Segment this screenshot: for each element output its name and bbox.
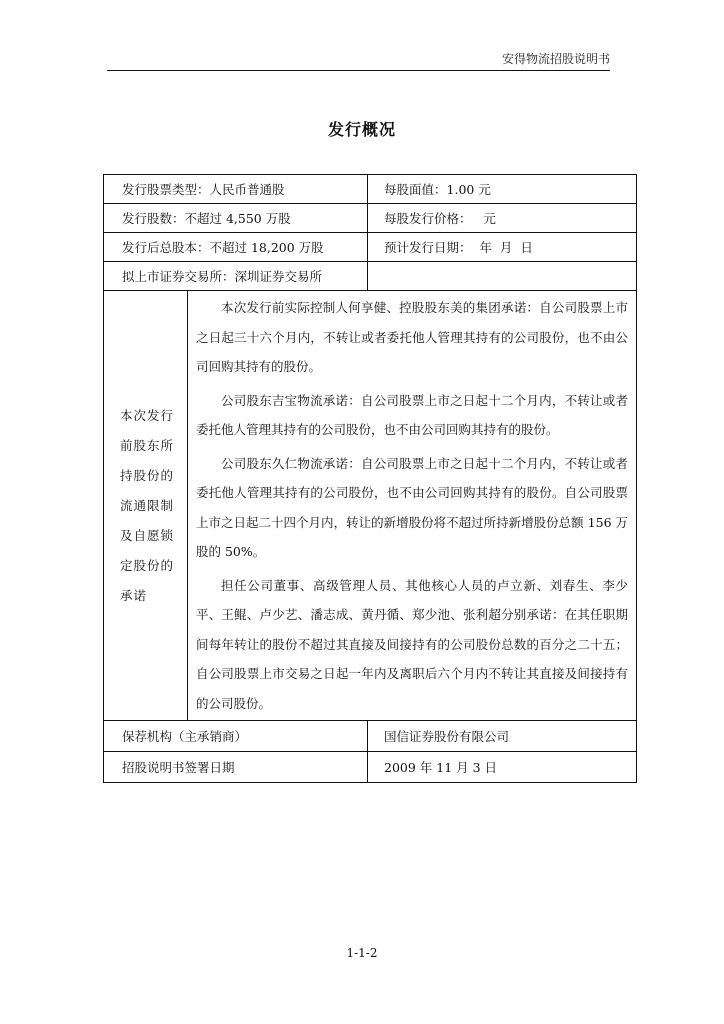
signing-date-value-cell: 2009 年 11 月 3 日 <box>368 752 637 783</box>
issue-date-cell: 预计发行日期： 年 月 日 <box>368 233 637 262</box>
empty-cell <box>368 262 637 291</box>
sponsor-label-cell: 保荐机构（主承销商） <box>104 721 368 752</box>
running-header: 安得物流招股说明书 <box>501 52 610 66</box>
table-row <box>104 721 637 752</box>
table-row <box>104 175 637 204</box>
sponsor-value-cell: 国信证券股份有限公司 <box>368 721 637 752</box>
exchange-cell: 拟上市证券交易所：深圳证券交易所 <box>104 262 368 291</box>
header-rule <box>107 70 610 71</box>
table-row <box>104 204 637 233</box>
commitment-label-cell: 本次发行前股东所持股份的流通限制及自愿锁定股份的承诺 <box>104 291 188 721</box>
commitment-paragraph: 公司股东吉宝物流承诺：自公司股票上市之日起十二个月内，不转让或者委托他人管理其持有的公司股份，也不由公司回购其持有的股份。 <box>196 392 629 437</box>
signing-date-label-cell: 招股说明书签署日期 <box>104 752 368 783</box>
stock-type-cell: 发行股票类型：人民币普通股 <box>104 175 368 204</box>
table-row <box>104 291 637 721</box>
table-row <box>104 233 637 262</box>
issue-price-cell: 每股发行价格： 元 <box>368 204 637 233</box>
page-title: 发行概况 <box>327 120 396 139</box>
commitment-content-cell <box>188 291 637 721</box>
issuance-overview-table <box>103 174 637 783</box>
table-row <box>104 752 637 783</box>
par-value-cell: 每股面值：1.00 元 <box>368 175 637 204</box>
commitment-paragraph: 本次发行前实际控制人何享健、控股股东美的集团承诺：自公司股票上市之日起三十六个月内，不转让或者委托他人管理其持有的公司股份，也不由公司回购其持有的股份。 <box>196 300 629 374</box>
total-capital-cell: 发行后总股本：不超过 18,200 万股 <box>104 233 368 262</box>
page-number: 1-1-2 <box>346 946 378 960</box>
table-row <box>104 262 637 291</box>
share-count-cell: 发行股数：不超过 4,550 万股 <box>104 204 368 233</box>
commitment-paragraph: 担任公司董事、高级管理人员、其他核心人员的卢立新、刘春生、李少平、王鲲、卢少艺、潘志成、黄丹循、郑少池、张利超分别承诺：在其任职期间每年转让的股份不超过其直接及间接持有的公司股份总数的百分之二十五；自公司股票上市交易之日起一年内及离职后六个月内不转让其直接及间接持有的公司股份。 <box>196 577 629 711</box>
commitment-paragraph: 公司股东久仁物流承诺：自公司股票上市之日起十二个月内，不转让或者委托他人管理其持有的公司股份，也不由公司回购其持有的股份。自公司股票上市之日起二十四个月内，转让的新增股份将不超过所持新增股份总额 156 万股的 50%。 <box>196 455 629 559</box>
